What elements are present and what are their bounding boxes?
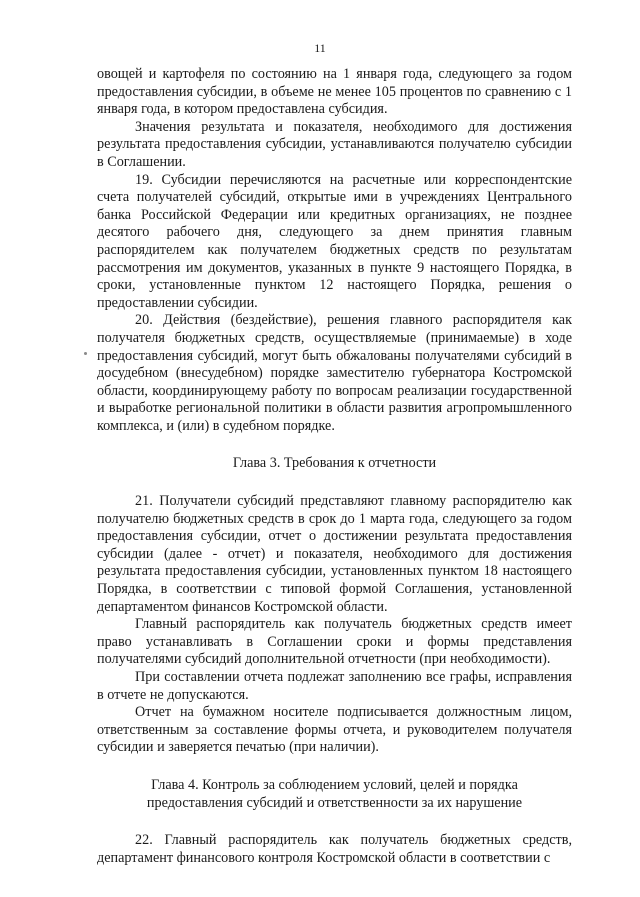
paragraph: 20. Действия (бездействие), решения главного распорядителя как получателя бюджетных средств, осуществляемые (принимаемые) в ходе предоставления субсидий, могут быть обжалованы получателями субсидий в досудебном (внесудебном) порядке заместителю губернатора Костромской области, координирующему работу по вопросам реализации государственной и выработке региональной политики в области развития агропромышленного комплекса, и (или) в судебном порядке. bbox=[97, 312, 572, 434]
paragraph: 21. Получатели субсидий представляют главному распорядителю как получателю бюджетных средств в срок до 1 марта года, следующего за годом предоставления субсидии, отчет о достижении результата предоставления субсидии (далее - отчет) и показателя, необходимого для достижения результата предоставления субсидии, установленных пунктом 18 настоящего Порядка, в соответствии с типовой формой Соглашения, установленной департаментом финансов Костромской области. bbox=[97, 493, 572, 615]
paragraph: овощей и картофеля по состоянию на 1 января года, следующего за годом предоставления субсидии, в объеме не менее 105 процентов по сравнению с 1 января года, в котором предоставлена субсидия. bbox=[97, 66, 572, 118]
paragraph: Отчет на бумажном носителе подписывается должностным лицом, ответственным за составление формы отчета, и руководителем получателя субсидии и заверяется печатью (при наличии). bbox=[97, 704, 572, 756]
chapter-heading bbox=[97, 777, 572, 812]
paragraph: Главный распорядитель как получатель бюджетных средств имеет право устанавливать в Соглашении сроки и формы представления получателями субсидий дополнительной отчетности (при необходимости). bbox=[97, 616, 572, 668]
spacer bbox=[97, 435, 572, 455]
page-number: 11 bbox=[314, 41, 326, 55]
paragraph: 22. Главный распорядитель как получатель бюджетных средств, департамент финансового контроля Костромской области в соответствии с bbox=[97, 832, 572, 866]
chapter-heading-line: Глава 3. Требования к отчетности bbox=[232, 455, 437, 472]
chapter-heading bbox=[97, 455, 572, 473]
spacer bbox=[97, 473, 572, 493]
paragraph: При составлении отчета подлежат заполнению все графы, исправления в отчете не допускаются. bbox=[97, 669, 572, 703]
document-body bbox=[97, 66, 572, 867]
scan-speck bbox=[84, 352, 87, 355]
spacer bbox=[97, 812, 572, 832]
paragraph: Значения результата и показателя, необходимого для достижения результата предоставления субсидии, устанавливаются получателю субсидии в Соглашении. bbox=[97, 118, 572, 170]
chapter-heading-line: Глава 4. Контроль за соблюдением условий, целей и порядка bbox=[151, 776, 518, 793]
paragraph: 19. Субсидии перечисляются на расчетные или корреспондентские счета получателей субсидий, открытые ими в учреждениях Центрального банка Российской Федерации или кредитных организациях, не позднее десятого рабочего дня, следующего за днем принятия главным распорядителем как получателем бюджетных средств по результатам рассмотрения им документов, указанных в пункте 9 настоящего Порядка, в сроки, установленные пунктом 12 настоящего Порядка, решения о предоставлении субсидии. bbox=[97, 171, 572, 311]
spacer bbox=[97, 757, 572, 777]
chapter-heading-line: предоставления субсидий и ответственности за их нарушение bbox=[146, 794, 523, 811]
